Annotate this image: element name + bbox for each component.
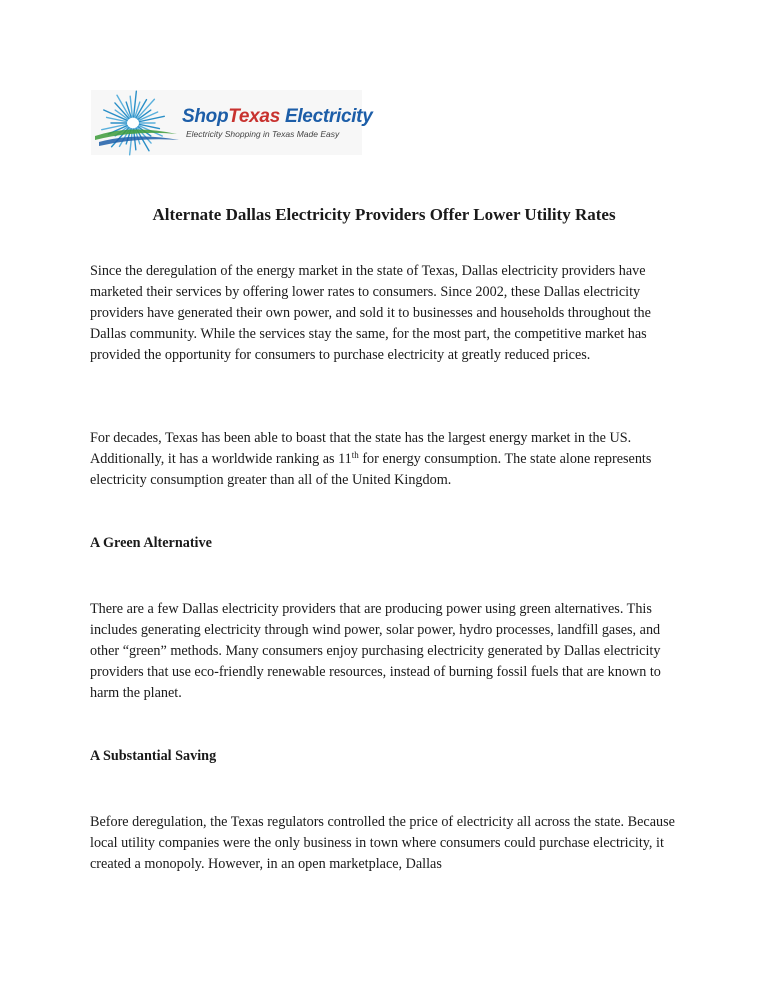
company-logo [91, 90, 373, 155]
logo-tagline: Electricity Shopping in Texas Made Easy [186, 129, 340, 139]
paragraph-substantial-saving: Before deregulation, the Texas regulators controlled the price of electricity all across the state. Because local utility companies were the only business in town where consumers could purchase electricity, it created a monopoly. However, in an open marketplace, Dallas [90, 814, 675, 872]
paragraph-green-alternative: There are a few Dallas electricity providers that are producing power using green alternatives. This includes generating electricity through wind power, solar power, hydro processes, landfill gases, and other “green” methods. Many consumers enjoy purchasing electricity generated by Dallas electricity providers that use eco-friendly renewable resources, instead of burning fossil fuels that are known to harm the planet. [90, 601, 661, 701]
document-title: Alternate Dallas Electricity Providers Offer Lower Utility Rates [152, 205, 616, 224]
paragraph-energy-market: For decades, Texas has been able to boast that the state has the largest energy market in the US. Additionally, it has a worldwide ranking as 11th for energy consumption. The state alone represents electricity consumption greater than all of the United Kingdom. [90, 430, 652, 488]
paragraph-deregulation: Since the deregulation of the energy market in the state of Texas, Dallas electricity providers have marketed their services by offering lower rates to consumers. Since 2002, these Dallas electricity providers have generated their own power, and sold it to businesses and households throughout the Dallas community. While the services stay the same, for the most part, the competitive market has provided the opportunity for consumers to purchase electricity at greatly reduced prices. [90, 263, 651, 363]
heading-substantial-saving: A Substantial Saving [90, 748, 217, 764]
heading-green-alternative: A Green Alternative [90, 535, 212, 551]
logo-wordmark: ShopTexas Electricity [182, 106, 373, 127]
